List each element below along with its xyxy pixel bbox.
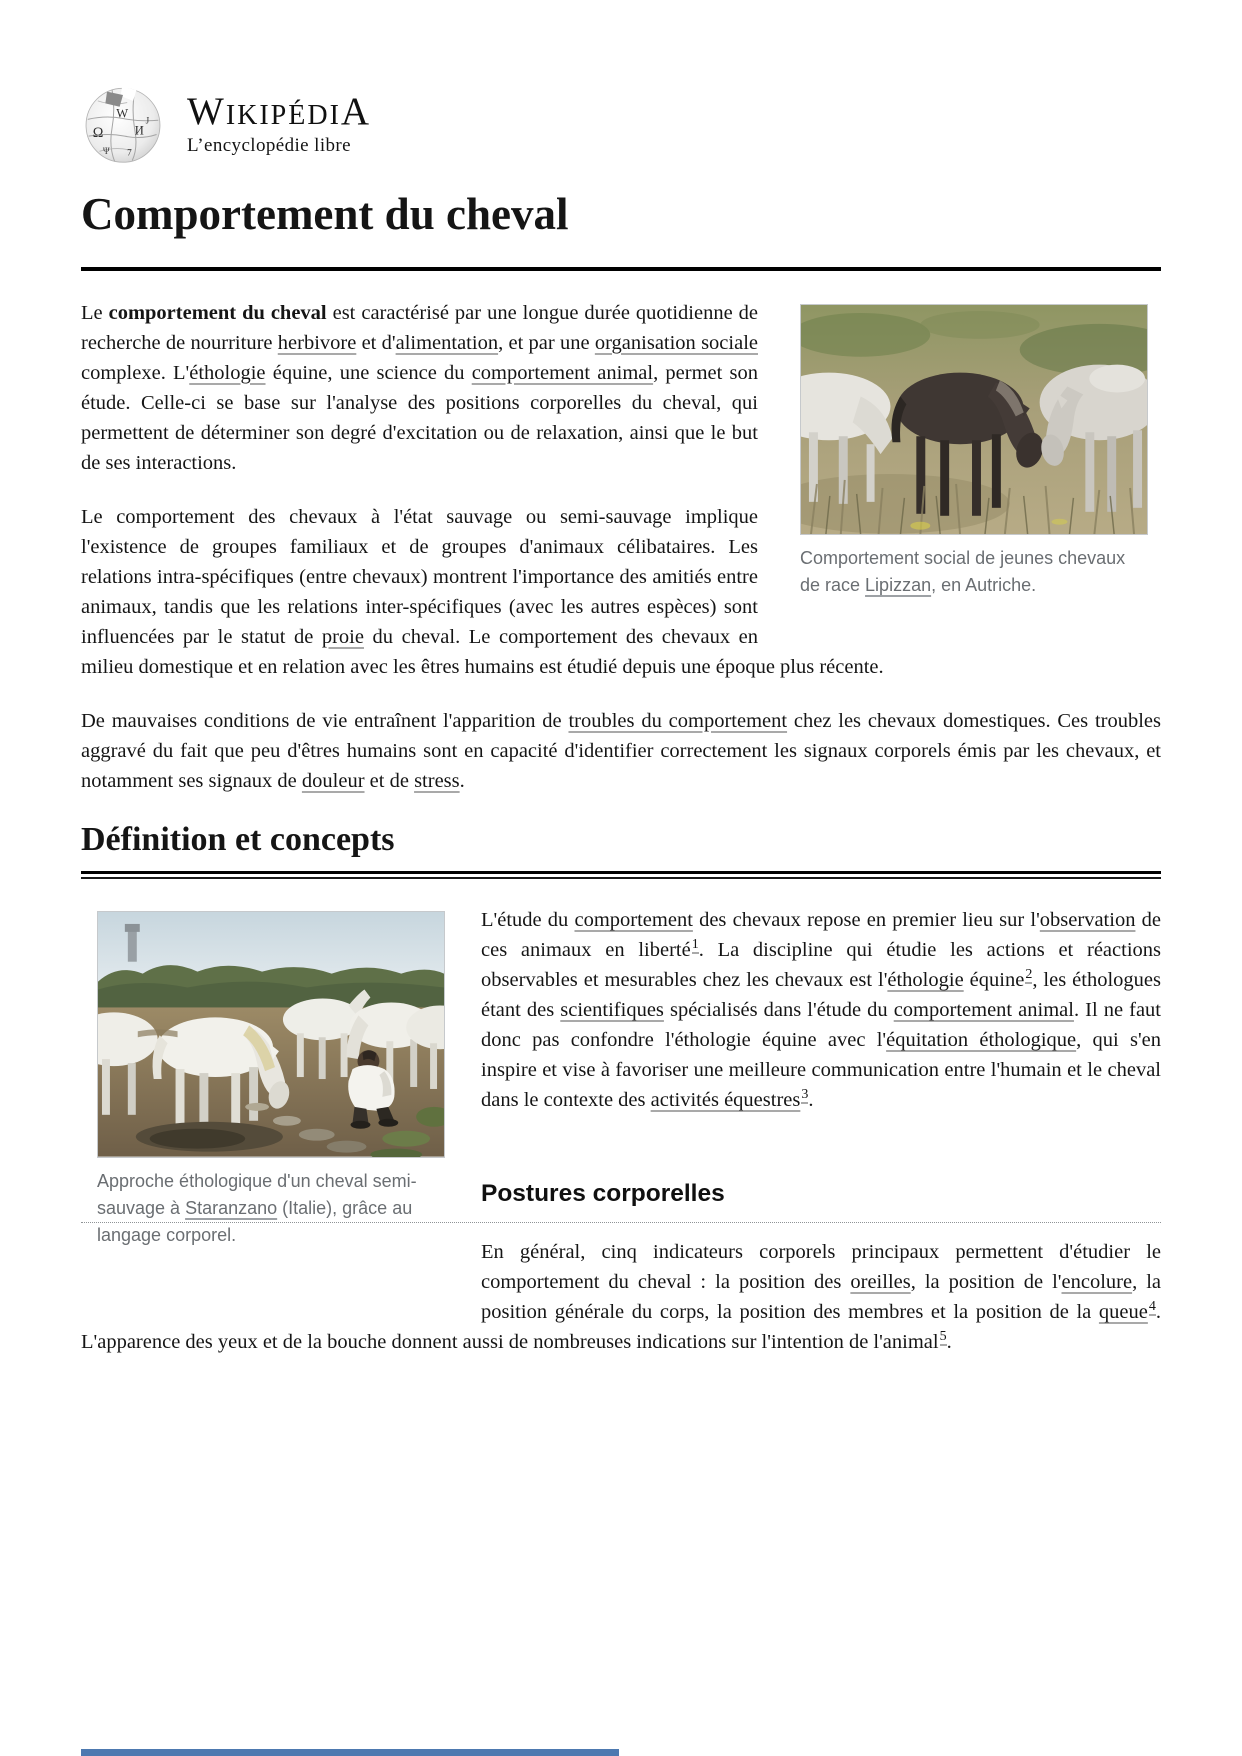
link[interactable]: éthologie	[887, 969, 964, 992]
link[interactable]: encolure	[1061, 1271, 1133, 1294]
svg-text:Ω: Ω	[92, 125, 104, 142]
text: .	[459, 769, 465, 792]
link[interactable]: organisation sociale	[594, 331, 758, 354]
link[interactable]: oreilles	[850, 1271, 911, 1294]
link[interactable]: Lipizzan	[865, 575, 932, 596]
text: .	[808, 1089, 814, 1112]
paragraph-intro-3	[81, 706, 1161, 796]
text: est caractérisé par une longue durée quotidienne de recherche de nourriture	[81, 301, 758, 354]
link[interactable]: éthologie	[189, 361, 266, 384]
text: Approche éthologique d'un cheval semi-sauvage à	[97, 1170, 417, 1218]
subsection-heading-postures: Postures corporelles	[81, 1179, 1161, 1223]
svg-text:7: 7	[127, 147, 132, 158]
wikipedia-wordmark: WIKIPÉDIA	[187, 89, 372, 133]
text: équine, une science du	[265, 361, 472, 384]
svg-text:И: И	[134, 123, 144, 138]
link[interactable]: queue	[1098, 1301, 1148, 1324]
link[interactable]: comportement animal	[893, 999, 1074, 1022]
reference-link[interactable]: 3	[801, 1087, 809, 1103]
text: (Italie), grâce au langage corporel.	[97, 1197, 413, 1245]
next-image-top-edge	[81, 1749, 619, 1756]
text: équine	[963, 969, 1025, 992]
text: Comportement social de jeunes chevaux de race	[800, 548, 1126, 596]
text: chez les chevaux domestiques. Ces troubles aggravé du fait que peu d'êtres humains sont en capacité d'identifier correctement les signaux corporels émis par les chevaux, et notamment ses signaux de	[81, 709, 1161, 792]
text: .	[946, 1331, 952, 1354]
text: , qui s'en inspire et vise à favoriser une meilleure communication entre l'humain et le cheval dans le contexte des	[481, 1029, 1162, 1112]
text: . Il ne faut donc pas confondre l'éthologie équine avec l'	[481, 999, 1161, 1052]
link[interactable]: scientifiques	[560, 999, 664, 1022]
reference-link[interactable]: 2	[1025, 967, 1033, 983]
text: De mauvaises conditions de vie entraînent l'apparition de	[81, 709, 569, 732]
link[interactable]: observation	[1039, 909, 1136, 932]
page-title: Comportement du cheval	[81, 190, 1161, 271]
text: Le comportement des chevaux à l'état sauvage ou semi-sauvage implique l'existence de groupes familiaux et de groupes d'animaux célibataires. Les relations intra-spécifiques (entre chevaux) montrent l'importance des amitiés entre animaux, tandis que les relations inter-spécifiques (avec les autres espèces) sont influencées par le statut de	[81, 505, 758, 648]
text: . L'apparence des yeux et de la bouche donnent aussi de nombreuses indications sur l'intention de l'animal	[81, 1301, 1161, 1354]
text: et de	[364, 769, 415, 792]
wikipedia-globe-icon	[81, 84, 165, 164]
article-body	[81, 271, 1161, 1358]
section-heading-definition: Définition et concepts	[81, 820, 1161, 875]
text: En général, cinq indicateurs corporels principaux permettent d'étudier le comportement du cheval : la position des	[481, 1241, 1161, 1294]
figure-caption-camargue	[97, 1168, 427, 1249]
text: des chevaux repose en premier lieu sur l'	[692, 909, 1040, 932]
link[interactable]: comportement	[574, 909, 693, 932]
section-definition	[81, 820, 1161, 880]
photo-lipizzan-horses[interactable]	[800, 304, 1148, 536]
reference-link[interactable]: 4	[1148, 1299, 1156, 1315]
link[interactable]: herbivore	[277, 331, 357, 354]
svg-text:W: W	[116, 106, 129, 121]
text: , la position de l'	[910, 1271, 1062, 1294]
text: , la position générale du corps, la position des membres et la position de la	[481, 1271, 1162, 1324]
text: spécialisés dans l'étude du	[663, 999, 894, 1022]
link[interactable]: douleur	[301, 769, 365, 792]
svg-text:J: J	[145, 115, 150, 126]
text: . La discipline qui étudie les actions et réactions observables et mesurables chez les chevaux est l'	[481, 939, 1161, 992]
bold-text: comportement du cheval	[108, 301, 327, 324]
text: du cheval. Le comportement des chevaux en milieu domestique et en relation avec les êtres humains est étudié depuis une époque plus récente.	[81, 625, 884, 678]
text: , permet son étude. Celle-ci se base sur l'analyse des positions corporelles du cheval, qui permettent de déterminer son degré d'excitation ou de relaxation, ainsi que le but de ses interactions.	[81, 361, 759, 474]
svg-text:Ψ: Ψ	[102, 145, 110, 156]
link[interactable]: Staranzano	[185, 1197, 278, 1218]
reference-link[interactable]: 1	[691, 937, 699, 953]
text: de ces animaux en liberté	[481, 909, 1161, 962]
section-definition-body	[81, 879, 1161, 1357]
link[interactable]: proie	[321, 625, 364, 648]
figure-caption-lipizzan	[800, 545, 1130, 599]
site-header	[81, 0, 1161, 164]
text: L'étude du	[481, 909, 575, 932]
text: , en Autriche.	[931, 575, 1037, 596]
reference-link[interactable]: 5	[939, 1329, 947, 1345]
wikipedia-tagline: L’encyclopédie libre	[187, 134, 351, 156]
link[interactable]: stress	[414, 769, 460, 792]
link[interactable]: activités équestres	[650, 1089, 801, 1112]
paragraph-postures-1	[81, 1237, 1161, 1357]
wikipedia-brand	[187, 89, 372, 157]
link[interactable]: alimentation	[395, 331, 499, 354]
text: , les éthologues étant des	[481, 969, 1161, 1022]
figure-lipizzan	[800, 304, 1148, 600]
text: , et par une	[498, 331, 595, 354]
photo-camargue-horses[interactable]	[97, 911, 445, 1158]
text: et d'	[356, 331, 396, 354]
text: complexe. L'	[81, 361, 190, 384]
link[interactable]: équitation éthologique	[886, 1029, 1077, 1052]
link[interactable]: troubles du comportement	[568, 709, 788, 732]
link[interactable]: comportement animal	[471, 361, 654, 384]
text: Le	[81, 301, 109, 324]
figure-camargue	[97, 911, 445, 1249]
